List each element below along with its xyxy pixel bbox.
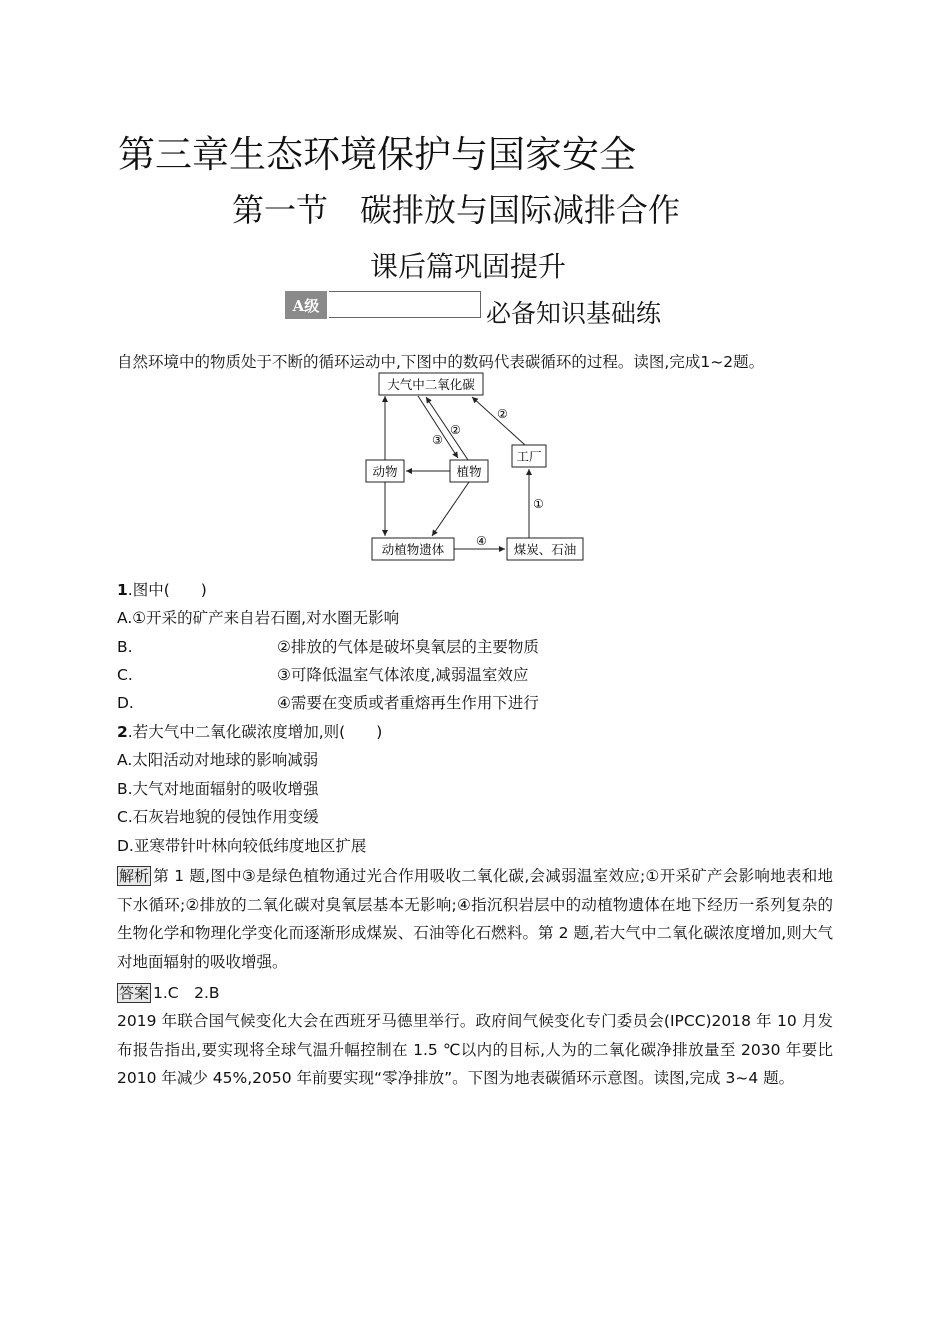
level-text: 必备知识基础练 — [486, 299, 662, 328]
carbon-cycle-diagram — [360, 368, 600, 568]
label-num-2b: ② — [497, 407, 508, 421]
question-1-option-b: B. ②排放的气体是破坏臭氧层的主要物质 — [117, 638, 539, 656]
question-1-option-c: C. ③可降低温室气体浓度,减弱温室效应 — [117, 666, 529, 684]
label-num-3: ③ — [432, 433, 443, 447]
label-animal: 动物 — [372, 464, 398, 479]
label-num-2a: ② — [450, 423, 461, 437]
intro-paragraph-2: 2019 年联合国气候变化大会在西班牙马德里举行。政府间气候变化专门委员会(IPCC)2018 年 10 月发布报告指出,要实现将全球气温升幅控制在 1.5 ℃以内的目标,人为的二氧化碳净排放量至 2030 年要比 2010 年减少 45%,2050 年前要实现“零净排放”。下图为地表碳循环示意图。读图,完成 3~4 题。 — [117, 1012, 833, 1087]
section-title: 第一节 碳排放与国际减排合作 — [232, 191, 681, 229]
question-2-option-c: C.石灰岩地貌的侵蚀作用变缓 — [117, 808, 319, 826]
label-fossil: 煤炭、石油 — [513, 542, 577, 557]
analysis-tag: 解析 — [119, 867, 150, 885]
answer-block — [117, 979, 220, 1007]
level-badge: A级 — [285, 291, 327, 319]
label-atmosphere: 大气中二氧化碳 — [387, 377, 475, 392]
sub-title: 课后篇巩固提升 — [370, 250, 567, 283]
question-2-option-b: B.大气对地面辐射的吸收增强 — [117, 780, 319, 798]
label-factory: 工厂 — [516, 449, 542, 464]
level-box — [329, 291, 481, 318]
question-2-option-d: D.亚寒带针叶林向较低纬度地区扩展 — [117, 837, 367, 855]
analysis-block — [117, 862, 833, 976]
question-1-stem: 1.图中( ) — [117, 581, 207, 599]
question-1-option-d: D. ④需要在变质或者重熔再生作用下进行 — [117, 694, 539, 712]
label-num-4: ④ — [476, 534, 487, 548]
answer-text: 1.C 2.B — [153, 984, 220, 1002]
answer-tag: 答案 — [119, 984, 150, 1002]
label-num-1: ① — [533, 497, 544, 511]
arrow-plant-remains — [432, 482, 469, 536]
label-remains: 动植物遗体 — [381, 542, 445, 557]
label-plant: 植物 — [456, 464, 482, 479]
analysis-text: 第 1 题,图中③是绿色植物通过光合作用吸收二氧化碳,会减弱温室效应;①开采矿产会影响地表和地下水循环;②排放的二氧化碳对臭氧层基本无影响;④指沉积岩层中的动植物遗体在地下经历一系列复杂的生物化学和物理化学变化而逐渐形成煤炭、石油等化石燃料。第 2 题,若大气中二氧化碳浓度增加,则大气对地面辐射的吸收增强。 — [117, 867, 833, 971]
arrow-factory-atmosphere — [472, 397, 525, 445]
question-1-option-a: A.①开采的矿产来自岩石圈,对水圈无影响 — [117, 609, 400, 627]
question-2-option-a: A.太阳活动对地球的影响减弱 — [117, 751, 319, 769]
question-2-stem: 2.若大气中二氧化碳浓度增加,则( ) — [117, 723, 383, 741]
intro-paragraph-1: 自然环境中的物质处于不断的循环运动中,下图中的数码代表碳循环的过程。读图,完成1~2题。 — [117, 353, 765, 371]
arrow-plant-atmosphere — [426, 397, 468, 460]
chapter-title: 第三章生态环境保护与国家安全 — [118, 133, 636, 176]
